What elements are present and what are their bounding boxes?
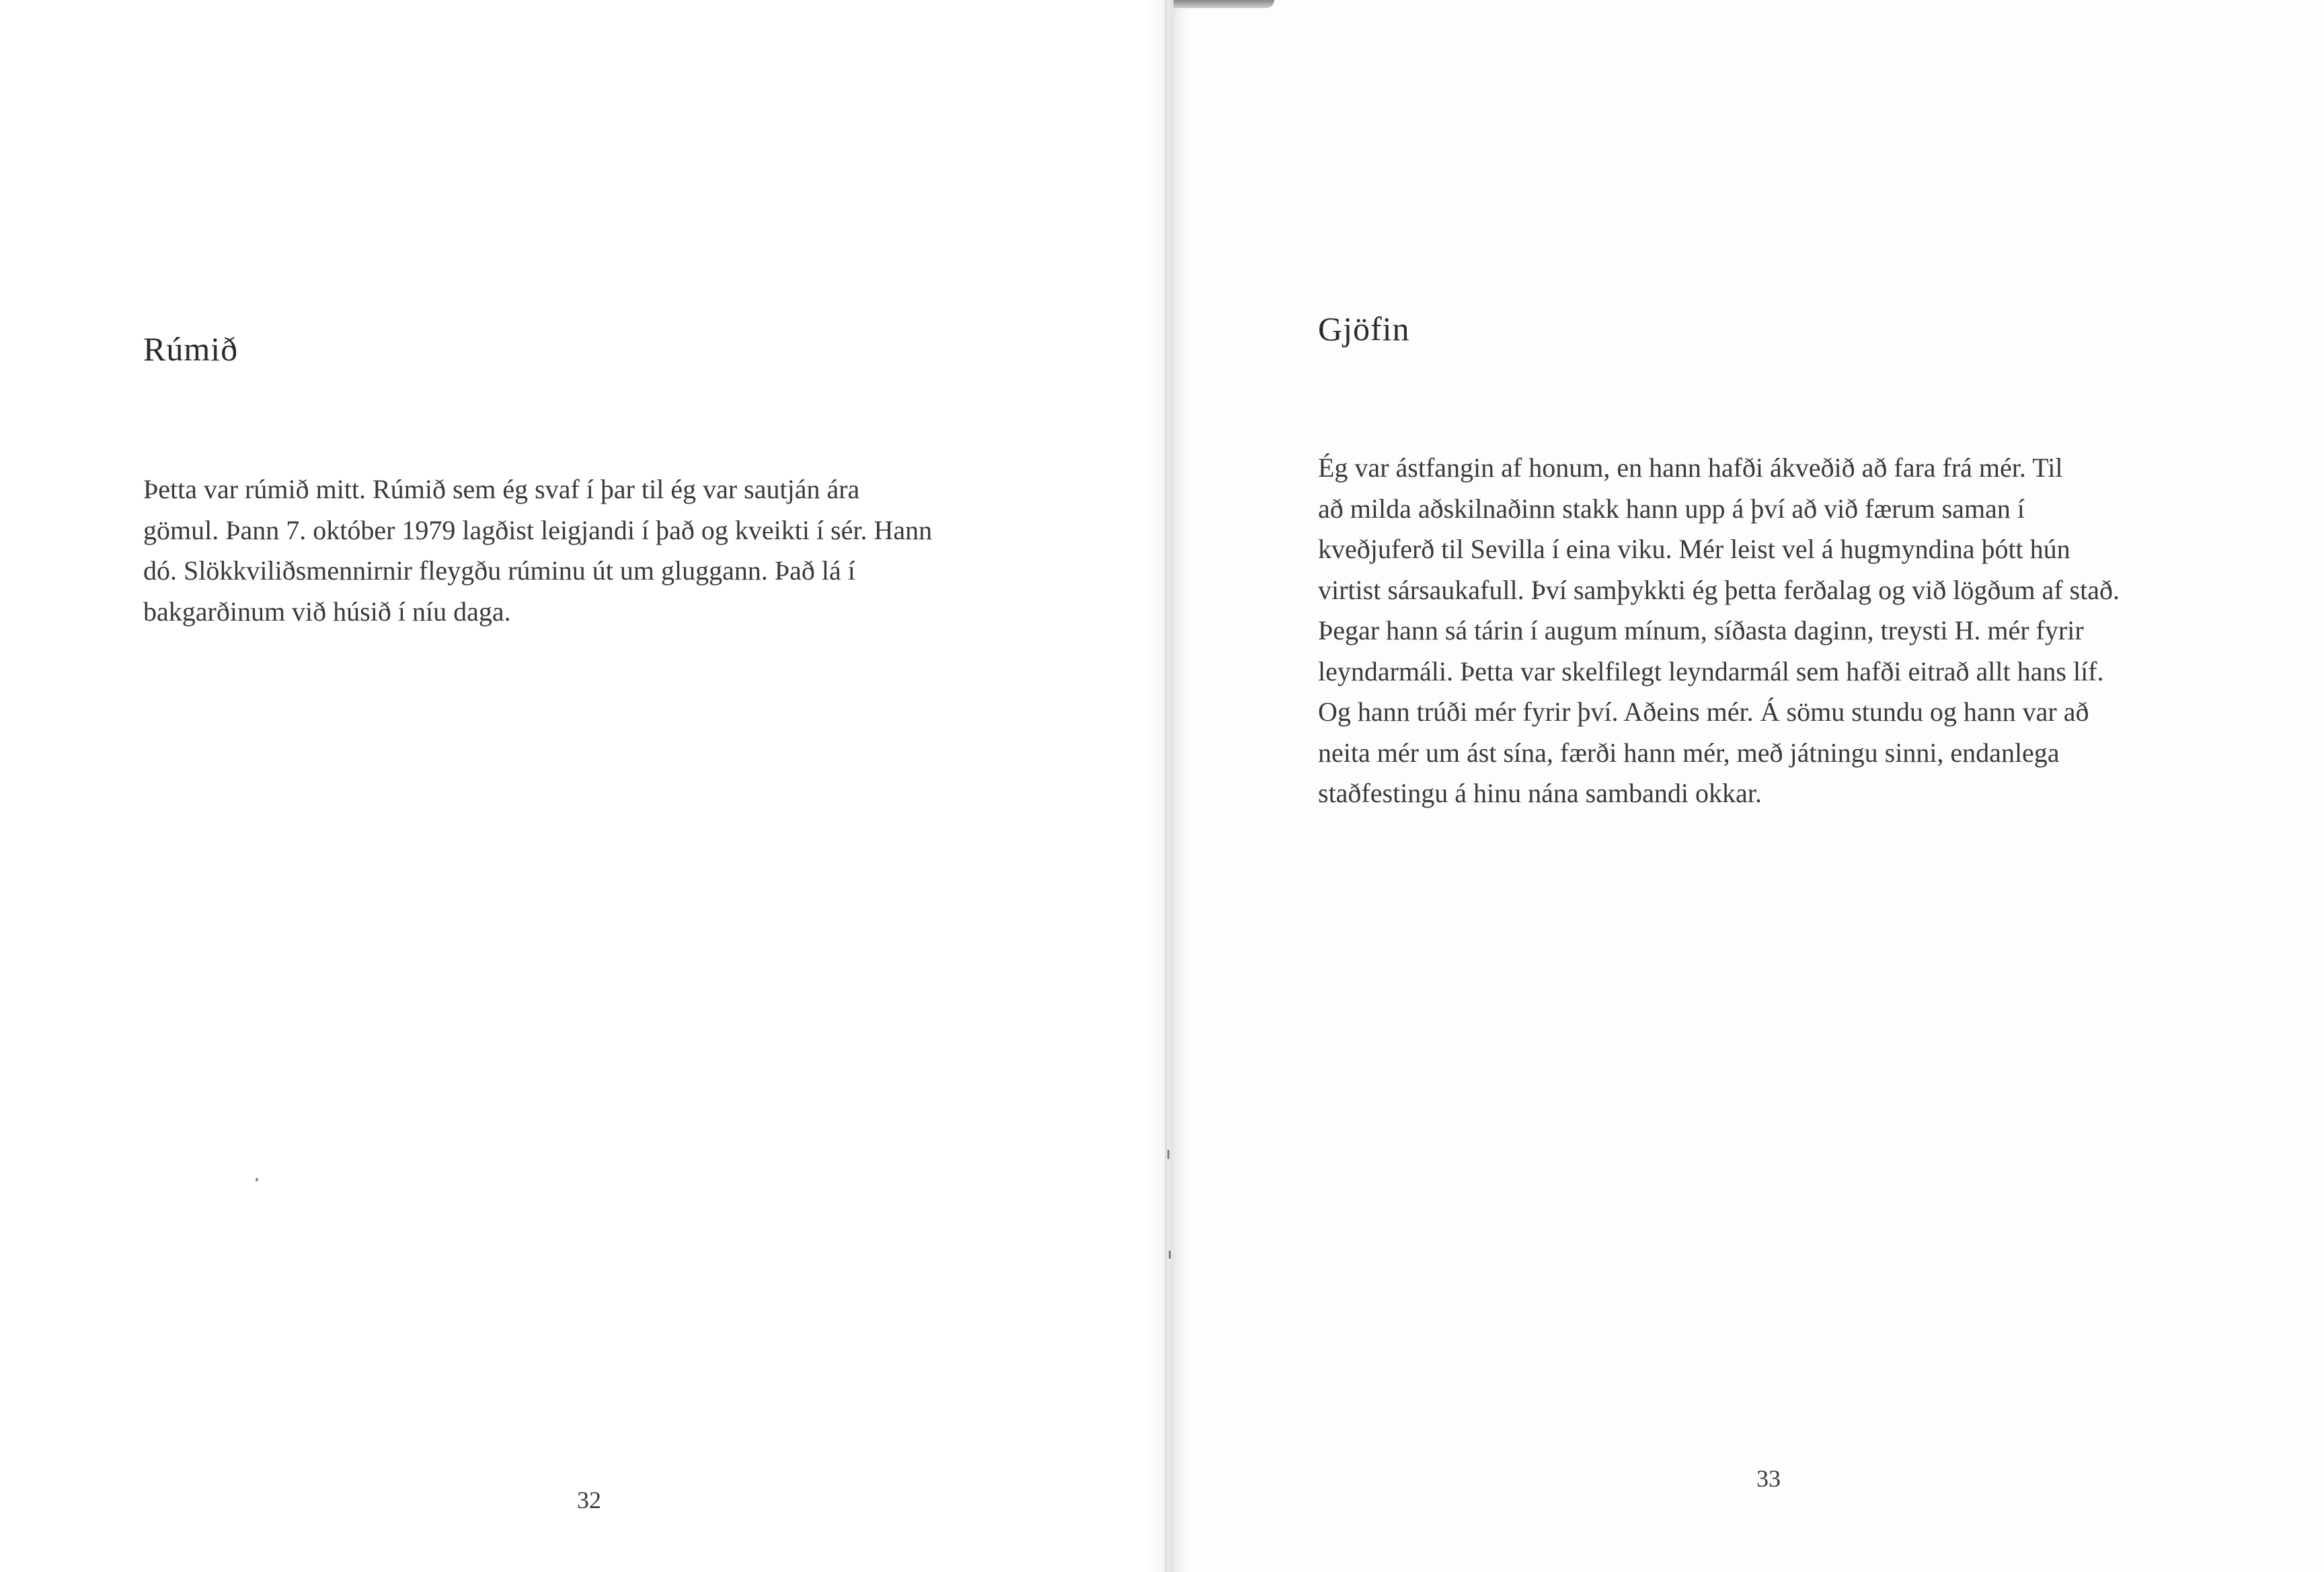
right-page-title: Gjöfin (1318, 310, 1410, 348)
left-page-title: Rúmið (143, 330, 239, 368)
body-line: leyndarmáli. Þetta var skelfilegt leyndarmál sem hafði eitrað allt hans líf. (1318, 656, 2104, 686)
paper-speck (256, 1178, 258, 1181)
left-page-body (143, 469, 1017, 632)
body-line: staðfestingu á hinu nána sambandi okkar. (1318, 778, 1762, 808)
left-page-number: 32 (577, 1487, 601, 1514)
body-line: Og hann trúði mér fyrir því. Aðeins mér. Á sömu stundu og hann var að (1318, 697, 2089, 727)
body-line: neita mér um ást sína, færði hann mér, með játningu sinni, endanlega (1318, 737, 2060, 768)
body-line: bakgarðinum við húsið í níu daga. (143, 596, 511, 627)
right-page-body (1318, 448, 2246, 814)
body-line: virtist sársaukafull. Því samþykkti ég þetta ferðalag og við lögðum af stað. (1318, 574, 2120, 605)
body-line: gömul. Þann 7. október 1979 lagðist leigjandi í það og kveikti í sér. Hann (143, 514, 933, 545)
body-line: að milda aðskilnaðinn stakk hann upp á því að við færum saman í (1318, 493, 2025, 524)
body-line: Þegar hann sá tárin í augum mínum, síðasta daginn, treysti H. mér fyrir (1318, 615, 2084, 645)
gutter-shadow (1143, 0, 1190, 1572)
body-line: Þetta var rúmið mitt. Rúmið sem ég svaf í þar til ég var sautján ára (143, 474, 860, 504)
right-page (1162, 0, 2324, 1572)
body-line: Ég var ástfangin af honum, en hann hafði ákveðið að fara frá mér. Til (1318, 453, 2063, 483)
body-line: dó. Slökkviliðsmennirnir fleygðu rúminu út um gluggann. Það lá í (143, 555, 855, 586)
body-line: kveðjuferð til Sevilla í eina viku. Mér leist vel á hugmyndina þótt hún (1318, 534, 2070, 564)
gutter-line (1165, 0, 1167, 1572)
page-corner-mark (1173, 0, 1274, 8)
right-page-number: 33 (1756, 1465, 1781, 1492)
